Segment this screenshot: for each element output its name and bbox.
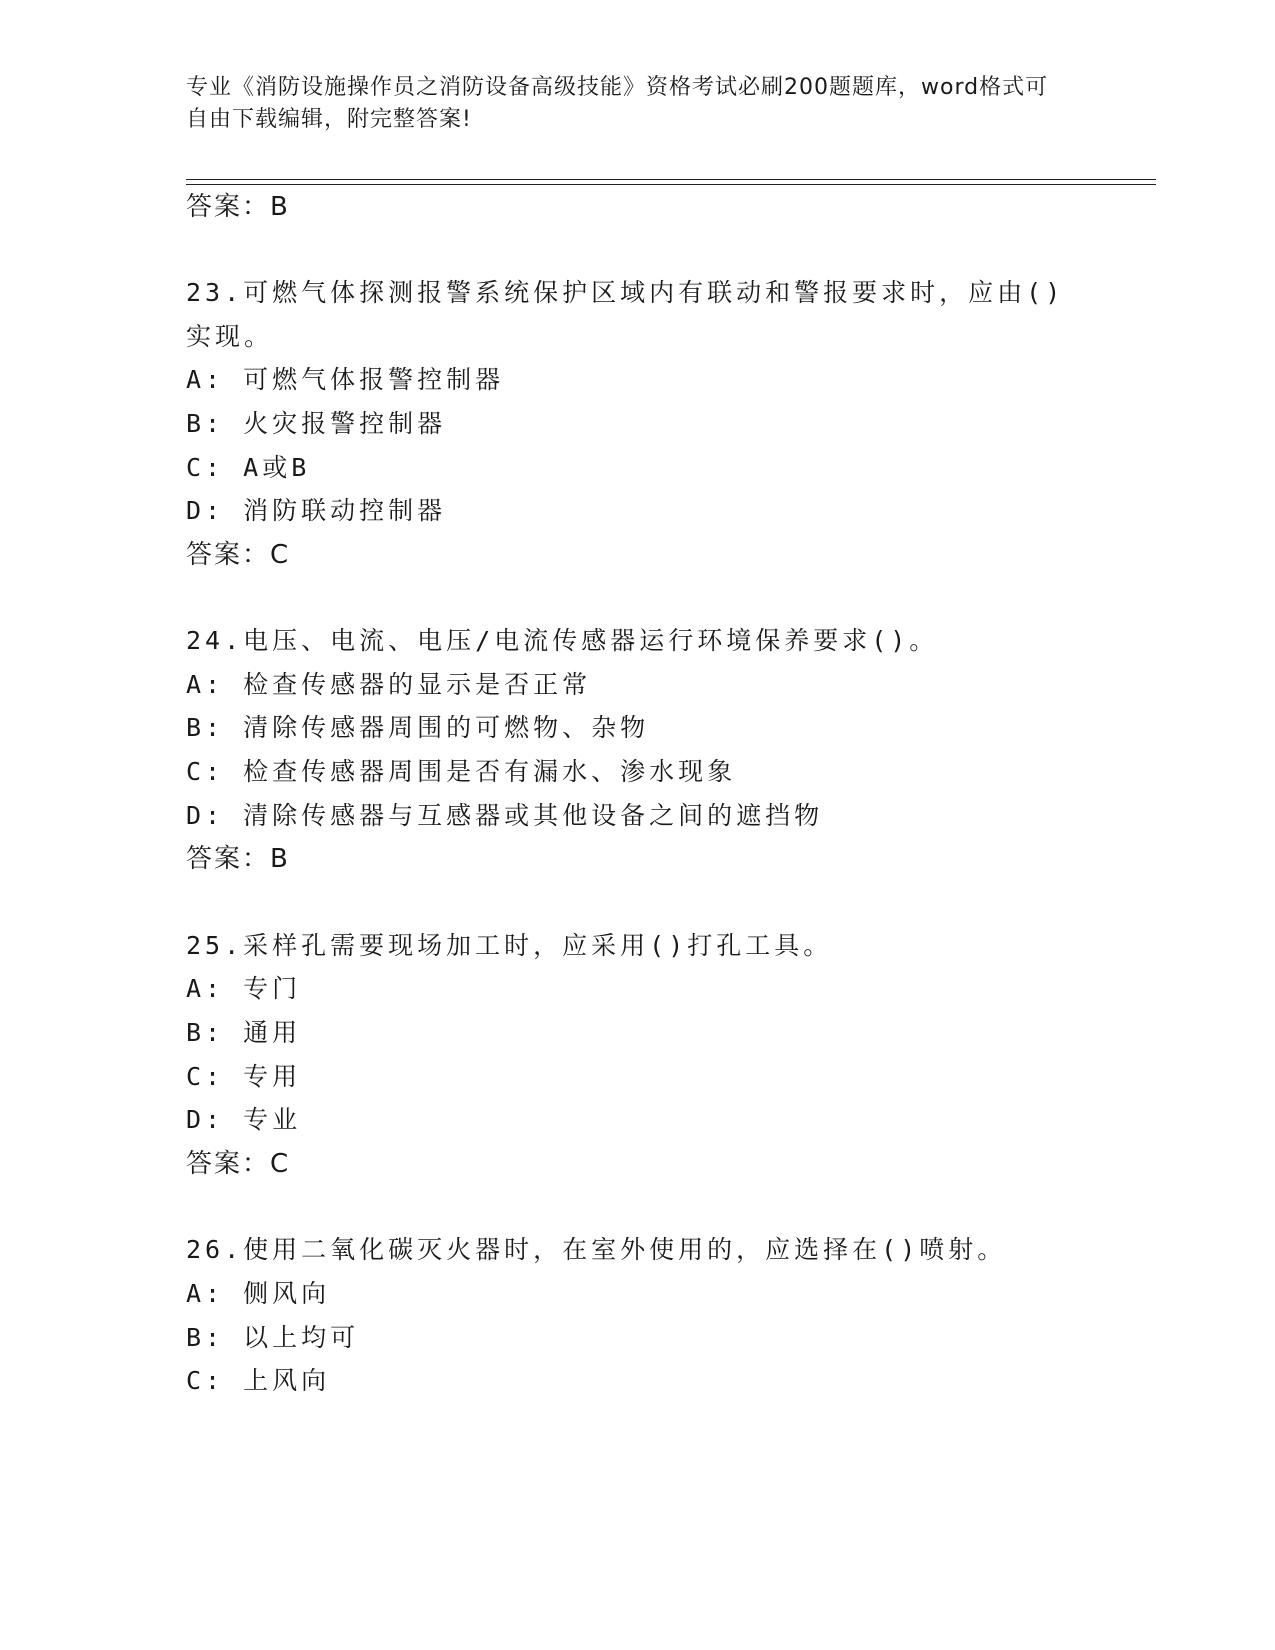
- question-25-option-a: A: 专门: [186, 974, 302, 1003]
- question-24-option-b: B: 清除传感器周围的可燃物、杂物: [186, 713, 650, 742]
- question-24-option-c: C: 检查传感器周围是否有漏水、渗水现象: [186, 757, 737, 786]
- previous-answer: 答案：B: [186, 192, 290, 222]
- question-23-stem-cont: 实现。: [186, 322, 274, 351]
- question-23-option-d: D: 消防联动控制器: [186, 496, 447, 525]
- question-25-option-d: D: 专业: [186, 1105, 302, 1134]
- question-26-option-b: B: 以上均可: [186, 1323, 360, 1352]
- question-23-answer: 答案：C: [186, 540, 291, 570]
- document-header: 专业《消防设施操作员之消防设备高级技能》资格考试必刷200题题库，word格式可自由下载编辑，附完整答案!: [186, 75, 1049, 132]
- question-26-option-c: C: 上风向: [186, 1366, 331, 1395]
- header-divider-top: [186, 179, 1156, 180]
- question-23-option-b: B: 火灾报警控制器: [186, 409, 447, 438]
- question-23-option-c: C: A或B: [186, 453, 311, 482]
- question-25-answer: 答案：C: [186, 1149, 291, 1179]
- question-26-option-a: A: 侧风向: [186, 1279, 331, 1308]
- question-24-answer: 答案：B: [186, 844, 290, 874]
- question-24-option-d: D: 清除传感器与互感器或其他设备之间的遮挡物: [186, 801, 824, 830]
- question-25-option-c: C: 专用: [186, 1062, 302, 1091]
- question-23-option-a: A: 可燃气体报警控制器: [186, 365, 505, 394]
- question-25-stem: 25.采样孔需要现场加工时，应采用()打孔工具。: [186, 931, 833, 960]
- question-23-stem: 23.可燃气体探测报警系统保护区域内有联动和警报要求时，应由(): [186, 278, 1065, 307]
- question-26-stem: 26.使用二氧化碳灭火器时，在室外使用的，应选择在()喷射。: [186, 1235, 1007, 1264]
- header-divider-bottom: [186, 184, 1156, 185]
- question-24-stem: 24.电压、电流、电压/电流传感器运行环境保养要求()。: [186, 626, 939, 655]
- question-25-option-b: B: 通用: [186, 1018, 302, 1047]
- question-24-option-a: A: 检查传感器的显示是否正常: [186, 670, 592, 699]
